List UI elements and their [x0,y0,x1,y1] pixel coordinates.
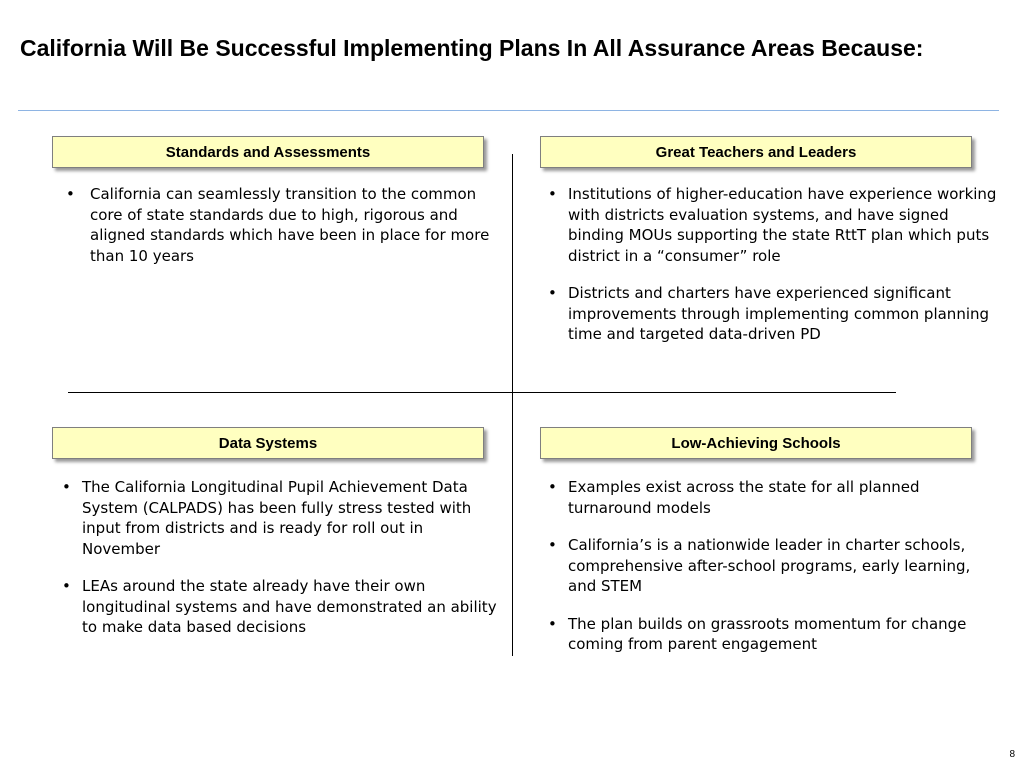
great-teachers-leaders-heading: Great Teachers and Leaders [655,143,857,161]
great-teachers-leaders-header [540,136,972,168]
title-underline [18,110,999,111]
low-achieving-schools-header [540,427,972,459]
bullet-item: • California can seamlessly transition to the common core of state standards due to high, rigorous and aligned standards which have been in place for more than 10 years [60,184,512,266]
vertical-divider [512,154,513,656]
data-systems-heading: Data Systems [218,434,318,452]
data-systems-header [52,427,484,459]
page-number: 8 [1009,749,1015,760]
bullet-item: • The California Longitudinal Pupil Achievement Data System (CALPADS) has been fully stress tested with input from districts and is ready for roll out in November [56,477,500,559]
bullet-item: • Districts and charters have experienced significant improvements through implementing common planning time and targeted data-driven PD [542,283,1002,345]
great-teachers-leaders-bullets [542,184,1002,362]
low-achieving-schools-heading: Low-Achieving Schools [671,434,841,452]
standards-assessments-heading: Standards and Assessments [165,143,371,161]
horizontal-divider [68,392,896,393]
bullet-item: • Institutions of higher-education have experience working with districts evaluation systems, and have signed binding MOUs supporting the state RttT plan which puts district in a “consumer” role [542,184,1002,266]
standards-assessments-header [52,136,484,168]
bullet-item: • LEAs around the state already have their own longitudinal systems and have demonstrated an ability to make data based decisions [56,576,500,638]
bullet-item: • California’s is a nationwide leader in charter schools, comprehensive after-school programs, early learning, and STEM [542,535,992,597]
data-systems-bullets [56,477,500,655]
standards-assessments-bullets [60,184,512,283]
bullet-item: • Examples exist across the state for all planned turnaround models [542,477,992,518]
slide-title: California Will Be Successful Implementing Plans In All Assurance Areas Because: [20,35,924,61]
bullet-item: • The plan builds on grassroots momentum for change coming from parent engagement [542,614,992,655]
low-achieving-schools-bullets [542,477,992,672]
